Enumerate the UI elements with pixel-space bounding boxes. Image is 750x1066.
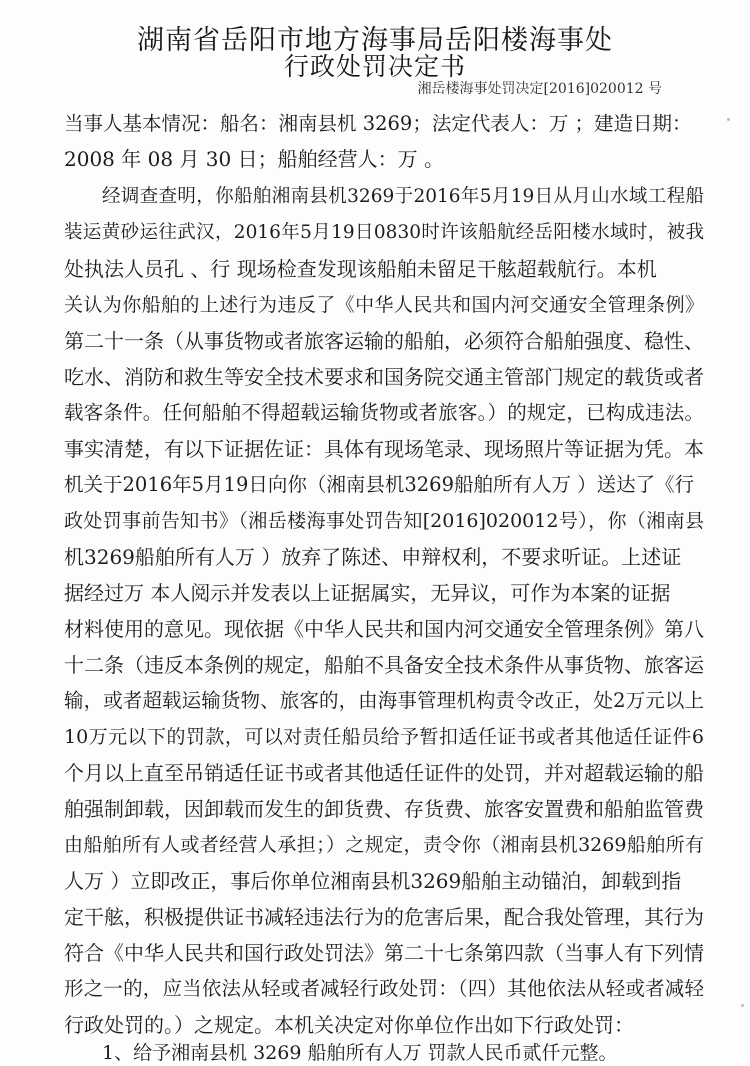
body-line: 符合《中华人民共和国行政处罚法》第二十七条第四款（当事人有下列情	[64, 941, 704, 965]
body-line: 个月以上直至吊销适任证书或者其他适任证件的处罚，并对超载运输的船	[64, 761, 704, 785]
body-line: 定干舷，积极提供证书减轻违法行为的危害后果，配合我处管理，其行为	[64, 905, 704, 929]
body-line: 机关于2016年5月19日向你（湘南县机3269船舶所有人万 ）送达了《行	[64, 473, 695, 496]
scan-speck	[727, 118, 730, 121]
party-info-line-2: 2008 年 08 月 30 日；船舶经营人：万 。	[64, 147, 444, 171]
body-line: 第二十一条（从事货物或者旅客运输的船舶，必须符合船舶强度、稳性、	[64, 329, 704, 353]
body-line: 政处罚事前告知书》（湘岳楼海事处罚告知[2016]020012号），你（湘南县	[64, 510, 704, 532]
body-line: 形之一的，应当依法从轻或者减轻行政处罚：（四）其他依法从轻或者减轻	[64, 977, 704, 1000]
body-line: 经调查查明，你船舶湘南县机3269于2016年5月19日从月山水域工程船	[102, 186, 704, 207]
body-line: 舶强制卸载，因卸载而发生的卸货费、存货费、旅客安置费和船舶监管费	[64, 797, 704, 821]
body-line: 人万 ）立即改正，事后你单位湘南县机3269船舶主动锚泊，卸载到指	[64, 869, 682, 893]
body-line: 10万元以下的罚款，可以对责任船员给予暂扣适任证书或者其他适任证件6	[64, 726, 704, 748]
body-line: 装运黄砂运往武汉，2016年5月19日0830时许该船航经岳阳楼水域时，被我	[64, 222, 704, 243]
body-line: 十二条（违反本条例的规定，船舶不具备安全技术条件从事货物、旅客运	[64, 653, 704, 677]
document-number: 湘岳楼海事处罚决定[2016]020012 号	[417, 81, 662, 97]
body-line: 机3269船舶所有人万 ）放弃了陈述、申辩权利，不要求听证。上述证	[64, 545, 682, 569]
document-title-type: 行政处罚决定书	[283, 52, 466, 81]
penalty-item-1: 1、给予湘南县机 3269 船舶所有人万 罚款人民币贰仟元整。	[102, 1042, 618, 1064]
document-title-agency: 湖南省岳阳市地方海事局岳阳楼海事处	[137, 25, 613, 56]
scan-speck	[741, 1004, 744, 1007]
body-line: 输，或者超载运输货物、旅客的，由海事管理机构责令改正，处2万元以上	[64, 689, 704, 712]
body-line: 行政处罚的。）之规定。本机关决定对你单位作出如下行政处罚：	[64, 1013, 634, 1037]
body-line: 关认为你船舶的上述行为违反了《中华人民共和国内河交通安全管理条例》	[64, 294, 704, 316]
body-line: 吃水、消防和救生等安全技术要求和国务院交通主管部门规定的载货或者	[64, 365, 704, 389]
party-info-line-1: 当事人基本情况：船名：湘南县机 3269；法定代表人：万 ；建造日期：	[64, 112, 692, 135]
body-line: 载客条件。任何船舶不得超载运输货物或者旅客。）的规定，已构成违法。	[64, 401, 704, 424]
body-line: 由船舶所有人或者经营人承担；）之规定，责令你（湘南县机3269船舶所有	[64, 834, 704, 856]
body-line: 处执法人员孔 、行 现场检查发现该船舶未留足干舷超载航行。本机	[64, 257, 657, 281]
body-line: 据经过万 本人阅示并发表以上证据属实，无异议，可作为本案的证据	[64, 581, 671, 605]
body-line: 材料使用的意见。现依据《中华人民共和国内河交通安全管理条例》第八	[64, 617, 704, 641]
body-line: 事实清楚，有以下证据佐证：具体有现场笔录、现场照片等证据为凭。本	[64, 437, 704, 461]
